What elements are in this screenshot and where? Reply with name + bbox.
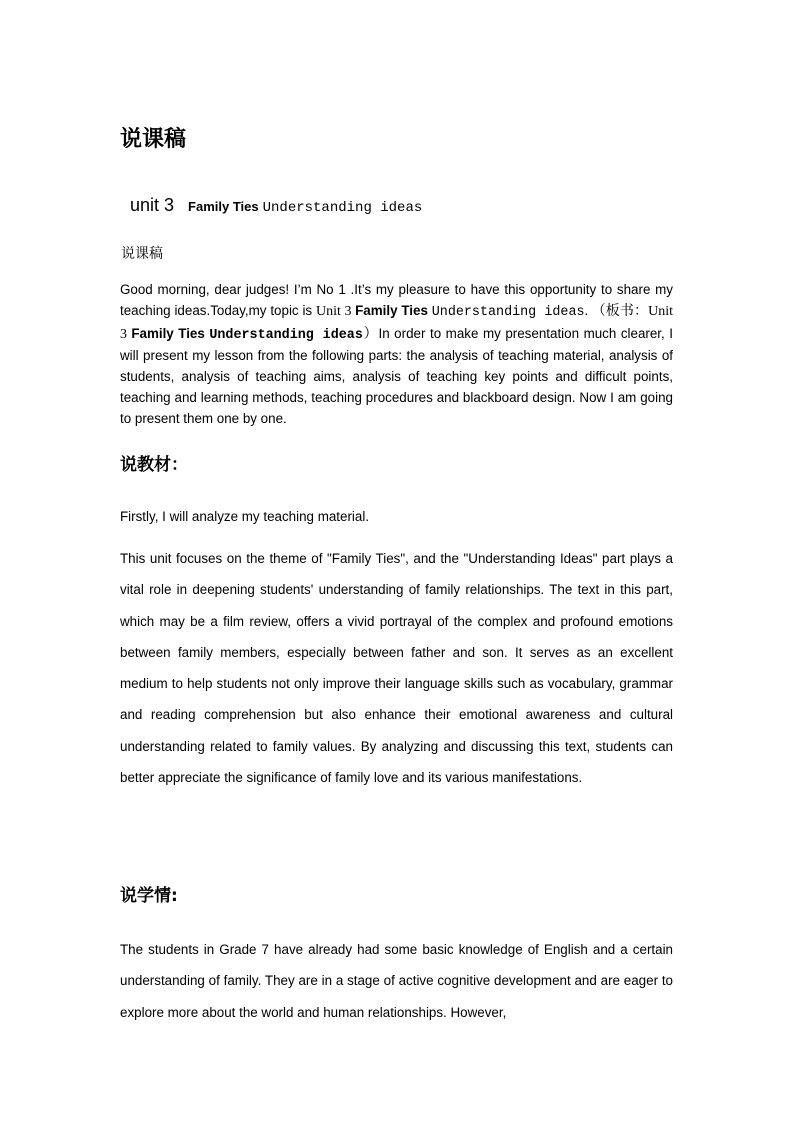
intro-board-name: Family Ties xyxy=(131,325,210,341)
intro-topic-name: Family Ties xyxy=(355,302,432,318)
section-heading-material: 说教材： xyxy=(120,455,188,475)
intro-text-1: Good morning, dear judges! I’m No 1 .It’s my pleasure to have this opportunity to share my teaching ideas.Today,my topic is xyxy=(120,282,673,318)
subtitle-part: Understanding ideas xyxy=(262,200,423,216)
document-title: 说课稿 xyxy=(120,127,187,152)
intro-paragraph xyxy=(120,280,673,430)
intro-board-unit: Unit 3 xyxy=(120,303,674,342)
subtitle-unit: unit 3 xyxy=(130,195,175,215)
subtitle-name: Family Ties xyxy=(188,199,259,214)
intro-board-close: ） xyxy=(362,326,379,342)
intro-board-part: Understanding ideas xyxy=(209,327,363,343)
small-title: 说课稿 xyxy=(121,246,163,262)
intro-board-open: . （板书： xyxy=(584,303,649,319)
lesson-subtitle xyxy=(130,195,422,216)
section-heading-students: 说学情: xyxy=(120,886,178,906)
material-paragraph-1: Firstly, I will analyze my teaching material. xyxy=(120,509,370,524)
intro-topic-unit: Unit 3 xyxy=(315,303,356,319)
intro-text-2: In order to make my presentation much clearer, I will present my lesson from the following parts: the analysis of teaching material, analysis of students, analysis of teaching aims, analysis of teaching key points and difficult points, teaching and learning methods, teaching procedures and blackboard design. Now I am going to present them one by one. xyxy=(120,325,674,426)
material-paragraph-2: This unit focuses on the theme of "Family Ties", and the "Understanding Ideas" part plays a vital role in deepening students' understanding of family relationships. The text in this part, which may be a film review, offers a vivid portrayal of the complex and profound emotions between family members, especially between father and son. It serves as an excellent medium to help students not only improve their language skills such as vocabulary, grammar and reading comprehension but also enhance their emotional awareness and cultural understanding related to family values. By analyzing and discussing this text, students can better appreciate the significance of family love and its various manifestations. xyxy=(120,551,673,786)
intro-topic-part: Understanding ideas xyxy=(431,304,585,320)
students-paragraph-1: The students in Grade 7 have already had some basic knowledge of English and a certain understanding of family. They are in a stage of active cognitive development and are eager to explore more about the world and human relationships. However, xyxy=(120,942,673,1020)
